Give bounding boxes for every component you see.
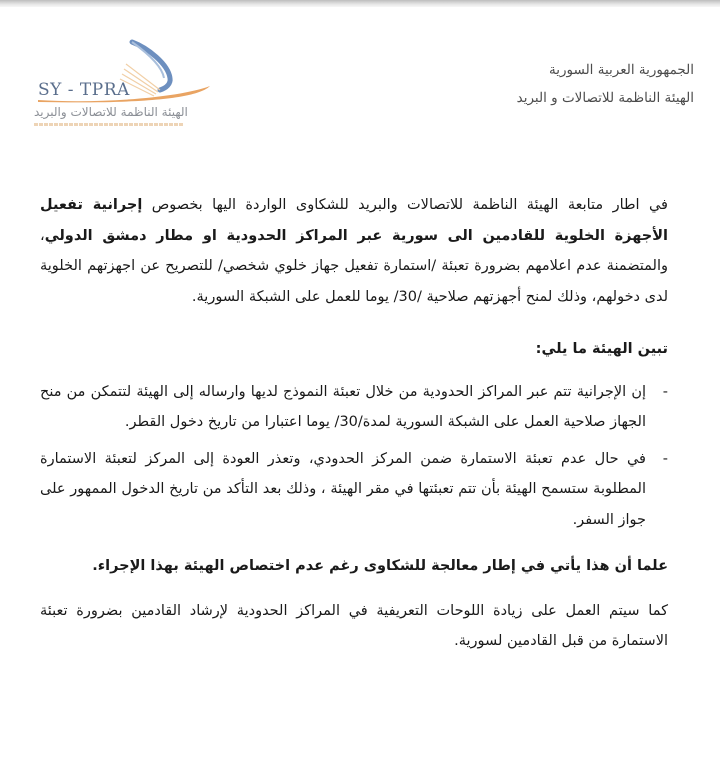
bullet-item <box>40 444 668 536</box>
letterhead-authority: الهيئة الناظمة للاتصالات و البريد <box>516 90 694 106</box>
section-heading: تبين الهيئة ما يلي: <box>535 341 668 357</box>
logo-arabic-name: الهيئة الناظمة للاتصالات والبريد <box>34 105 188 119</box>
bullet-dash: - <box>662 383 668 400</box>
closing-paragraph: كما سيتم العمل على زيادة اللوحات التعريفية في المراكز الحدودية لإرشاد القادمين بضرورة تعبئة الاستمارة من قبل القادمين لسورية. <box>40 602 668 649</box>
bullet-item <box>40 377 668 438</box>
note-paragraph: علما أن هذا يأتي في إطار معالجة للشكاوى رغم عدم اختصاص الهيئة بهذا الإجراء. <box>92 558 668 574</box>
bullet-text: إن الإجرانية تتم عبر المراكز الحدودية من خلال تعبئة النموذج لديها وارساله إلى الهيئة لتتمكن من منح الجهاز صلاحية العمل على الشبكة السورية لمدة/30/ يوما اعتبارا من تاريخ دخول القطر. <box>40 383 646 430</box>
bullet-text: في حال عدم تعبئة الاستمارة ضمن المركز الحدودي، وتعذر العودة إلى المركز لتعبئة الاستمارة المطلوبة ستسمح الهيئة بأن تتم تعبئتها في مقر الهيئة ، وذلك بعد التأكد من تاريخ الدخول الممهور على جواز السفر. <box>40 450 646 528</box>
intro-bold-subject: إجرانية تفعيل الأجهزة الخلوية للقادمين الى سورية عبر المراكز الحدودية او مطار دمشق الدولي <box>40 197 668 244</box>
letterhead-country: الجمهورية العربية السورية <box>549 62 694 78</box>
bullet-dash: - <box>662 450 668 467</box>
scan-top-edge <box>0 0 720 7</box>
tpra-logo <box>28 34 218 134</box>
intro-text-end: ، والمتضمنة عدم اعلامهم بضرورة تعبئة /استمارة تفعيل جهاز خلوي شخصي/ للتصريح عن اجهزتهم الخلوية لدى دخولهم، وذلك لمنح أجهزتهم صلاحية /30/ يوما للعمل على الشبكة السورية. <box>40 227 668 305</box>
logo-abbreviation: SY - TPRA <box>38 80 130 100</box>
document-body <box>40 190 668 657</box>
letterhead <box>517 56 694 112</box>
intro-paragraph <box>40 190 668 312</box>
intro-text-start: في اطار متابعة الهيئة الناظمة للاتصالات والبريد للشكاوى الواردة اليها بخصوص <box>142 197 668 213</box>
logo-english-subtitle <box>34 123 184 126</box>
